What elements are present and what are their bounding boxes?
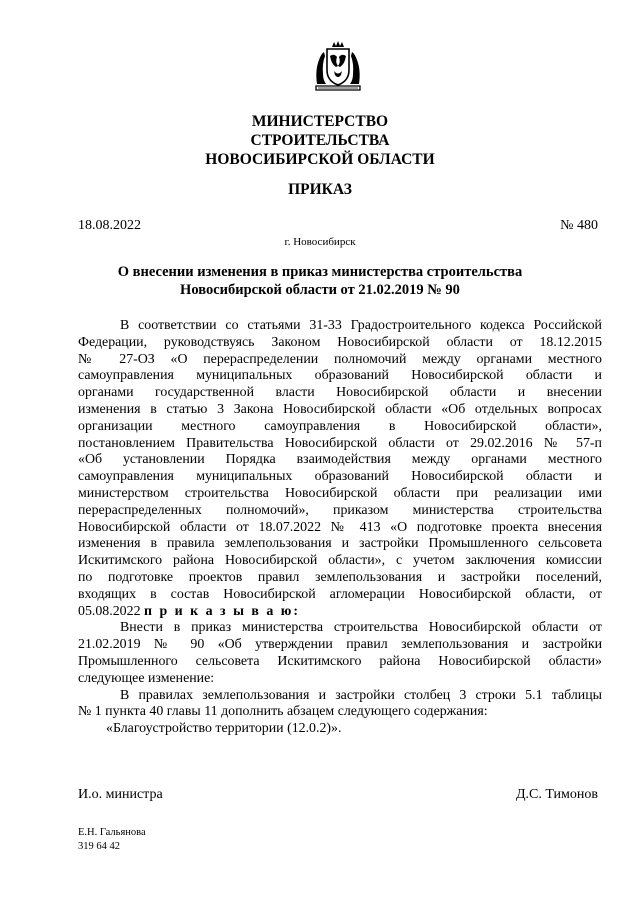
document-type: ПРИКАЗ xyxy=(288,181,352,198)
body-line-date: 05.08.2022 xyxy=(78,603,141,619)
body-line: следующее изменение: xyxy=(78,670,215,686)
body-line: организации местного самоуправления в Новосибирской области», xyxy=(78,418,602,434)
body-line: «Благоустройство территории (12.0.2)». xyxy=(106,721,342,737)
order-body xyxy=(78,318,602,738)
order-date: 18.08.2022 xyxy=(78,218,141,233)
body-line: Федерации, руководствуясь Законом Новосибирской области от 18.12.2015 xyxy=(78,334,602,350)
ministry-name-line: СТРОИТЕЛЬСТВА xyxy=(250,132,390,149)
order-number: № 480 xyxy=(560,218,598,233)
executor-info xyxy=(78,826,146,854)
body-line: № 1 пункта 40 главы 11 дополнить абзацем следующего содержания: xyxy=(78,704,488,720)
body-line: Промышленного сельсовета Искитимского района Новосибирской области» xyxy=(78,653,602,669)
order-subject xyxy=(0,263,640,299)
ministry-name-line: НОВОСИБИРСКОЙ ОБЛАСТИ xyxy=(205,151,435,168)
body-line: органами государственной власти Новосибирской области и внесении xyxy=(78,385,602,401)
executor-phone: 319 64 42 xyxy=(78,841,120,852)
subject-line: Новосибирской области от 21.02.2019 № 90 xyxy=(180,282,460,298)
body-line: В правилах землепользования и застройки столбец 3 строки 5.1 таблицы xyxy=(120,687,602,703)
body-line: Искитимского района Новосибирской области», с учетом заключения комиссии xyxy=(78,553,602,569)
body-line: входящих в состав Новосибирской агломерации Новосибирской области, от xyxy=(78,586,602,602)
body-line: изменения в статью 3 Закона Новосибирской области «Об отдельных вопросах xyxy=(78,401,602,417)
subject-line: О внесении изменения в приказ министерства строительства xyxy=(117,264,523,280)
body-line: Новосибирской области от 18.07.2022 № 413 «О подготовке проекта внесения xyxy=(78,519,602,535)
ministry-name xyxy=(0,112,640,169)
body-line: В соответствии со статьями 31-33 Градостроительного кодекса Российской xyxy=(120,318,602,333)
signatory-name: Д.С. Тимонов xyxy=(515,787,598,802)
body-line: по подготовке проектов правил землепользования и застройки поселений, xyxy=(78,569,602,585)
body-line: постановлением Правительства Новосибирской области от 29.02.2016 № 57-п xyxy=(78,435,602,451)
body-line: Внести в приказ министерства строительства Новосибирской области от xyxy=(120,620,602,636)
signatory-role: И.о. министра xyxy=(78,787,163,802)
body-line xyxy=(78,604,602,621)
body-line: министерством строительства Новосибирской области при реализации ими xyxy=(78,485,602,501)
body-line: самоуправления муниципальных образований Новосибирской области и xyxy=(78,368,602,384)
body-line: изменения в правила землепользования и застройки Промышленного сельсовета xyxy=(78,536,602,552)
body-line: самоуправления муниципальных образований Новосибирской области и xyxy=(78,469,602,485)
body-line: «Об установлении Порядка взаимодействия между органами местного xyxy=(78,452,602,468)
body-line: № 27-ОЗ «О перераспределении полномочий между органами местного xyxy=(78,351,602,367)
executor-name: Е.Н. Гальянова xyxy=(78,827,146,838)
body-line: перераспределенных полномочий», приказом министерства строительства xyxy=(78,502,602,518)
order-city: г. Новосибирск xyxy=(284,236,356,248)
order-directive: п р и к а з ы в а ю: xyxy=(144,603,301,619)
coat-of-arms-icon xyxy=(313,40,363,92)
body-line: 21.02.2019 № 90 «Об утверждении правил землепользования и застройки xyxy=(78,637,602,653)
ministry-name-line: МИНИСТЕРСТВО xyxy=(251,113,389,130)
